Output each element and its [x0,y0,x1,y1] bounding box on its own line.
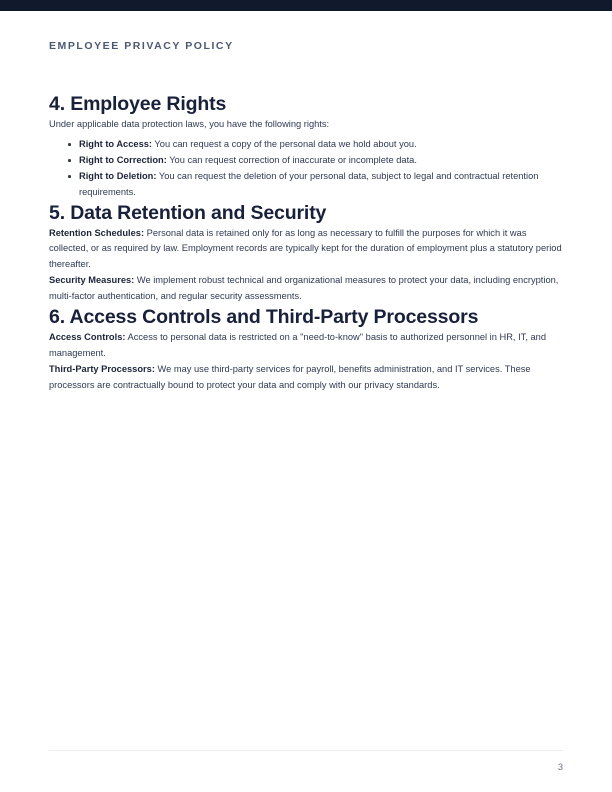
bullet-icon [68,143,71,146]
section-heading-access-controls: 6. Access Controls and Third-Party Processors [49,306,479,329]
running-header [49,39,563,53]
paragraph-lead: Third-Party Processors: [49,363,155,374]
list-item-lead: Right to Deletion: [79,170,157,181]
paragraph-text: We implement robust technical and organizational measures to protect your data, including encryption, multi-factor authentication, and regular security assessments. [49,275,559,302]
section-heading-data-retention: 5. Data Retention and Security [49,201,327,224]
employee-rights-list [49,137,563,201]
paragraph-lead: Security Measures: [49,275,135,286]
list-item-text: You can request correction of inaccurate or incomplete data. [166,154,417,165]
paragraph-text: We may use third-party services for payroll, benefits administration, and IT services. These processors are contractually bound to protect your data and comply with our privacy standards. [49,363,531,390]
list-item [79,137,563,153]
bullet-icon [68,159,71,162]
list-item-lead: Right to Correction: [79,154,167,165]
list-item [79,153,563,169]
security-measures-paragraph [49,273,563,305]
paragraph-lead: Retention Schedules: [49,227,145,238]
paragraph-text: Personal data is retained only for as long as necessary to fulfill the purposes for which it was collected, or as required by law. Employment records are typically kept for the duration of employment plus a statutory period thereafter. [49,227,562,270]
retention-schedules-paragraph [49,226,563,274]
footer-divider [49,750,563,751]
list-item-lead: Right to Access: [79,138,153,149]
access-controls-paragraph [49,330,563,362]
page-number: 3 [557,762,563,772]
running-header-title: EMPLOYEE PRIVACY POLICY [49,40,234,52]
list-item [79,169,563,201]
list-item-text: You can request a copy of the personal data we hold about you. [152,138,417,149]
paragraph-lead: Access Controls: [49,332,126,343]
document-content [49,92,563,394]
paragraph-text: Access to personal data is restricted on a "need-to-know" basis to authorized personnel in HR, IT, and management. [49,332,547,358]
page-accent-bar [0,0,612,11]
bullet-icon [68,175,71,178]
employee-rights-intro: Under applicable data protection laws, you have the following rights: [49,119,330,129]
section-heading-employee-rights: 4. Employee Rights [49,93,227,115]
third-party-processors-paragraph [49,362,563,394]
list-item-text: You can request the deletion of your personal data, subject to legal and contractual retention requirements. [79,170,539,197]
